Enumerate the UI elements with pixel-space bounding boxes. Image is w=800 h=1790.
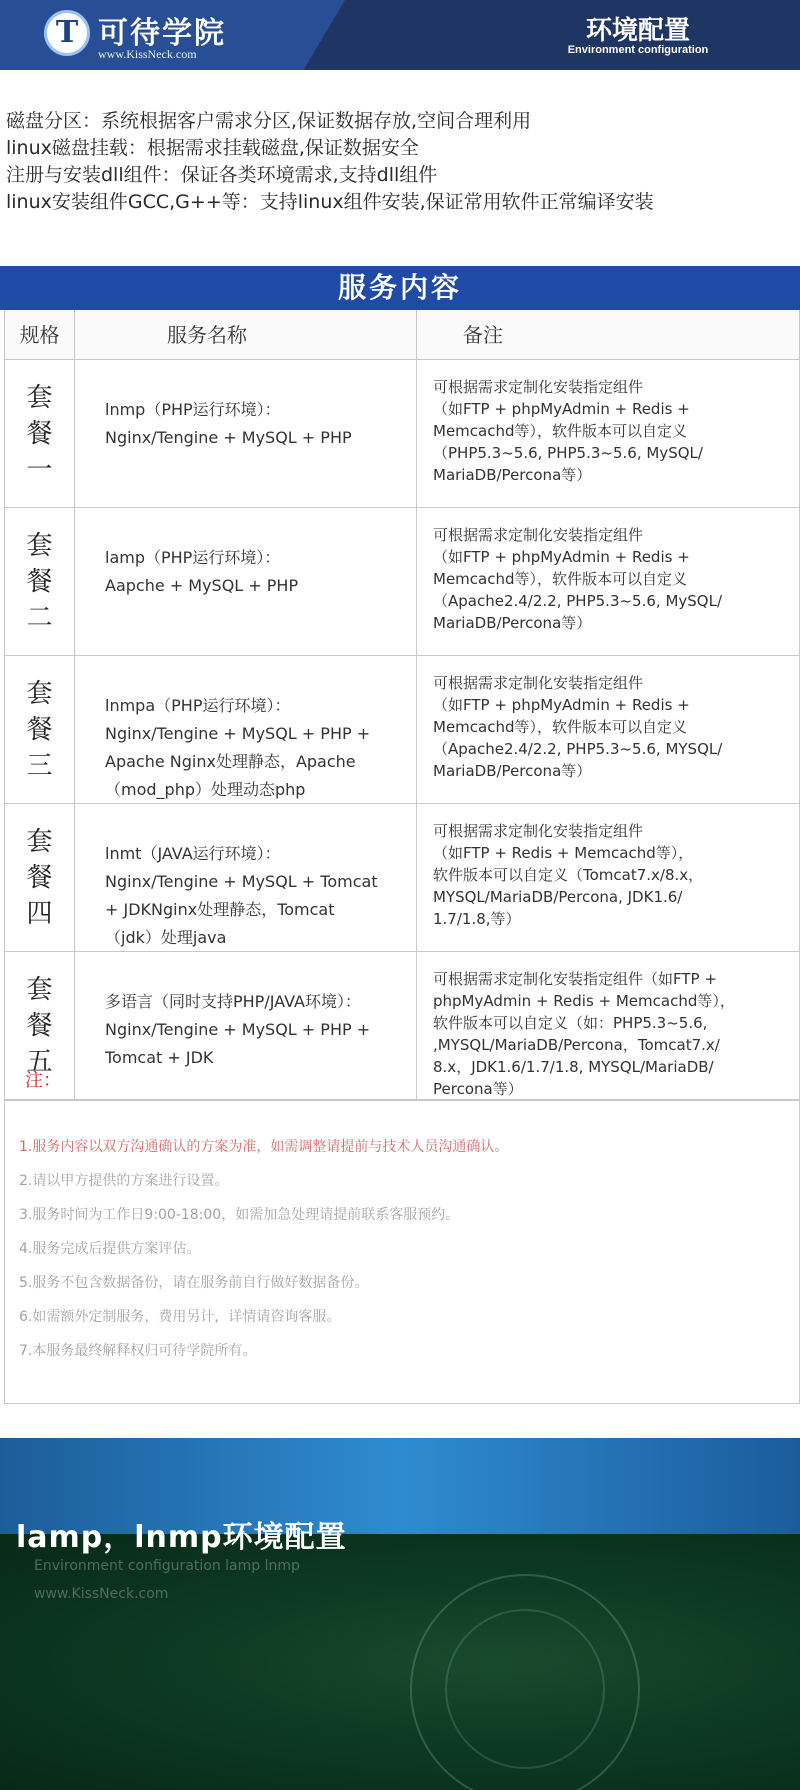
note-line: MariaDB/Percona等） (433, 466, 592, 484)
service-name-line: + JDKNginx处理静态，Tomcat (105, 900, 335, 919)
header-spec: 规格 (5, 310, 75, 359)
note-line: MariaDB/Percona等） (433, 762, 592, 780)
cell-spec: 套 餐 二 (5, 508, 75, 655)
cell-service-name (75, 508, 417, 655)
note-line: Memcachd等），软件版本可以自定义 (433, 422, 687, 440)
brand-name: 可待学院 (98, 16, 226, 51)
note-item: 6.如需额外定制服务，费用另计，详情请咨询客服。 (19, 1309, 341, 1325)
service-name-line: lnmpa（PHP运行环境）： (105, 696, 291, 715)
note-line: Percona等） (433, 1080, 523, 1098)
banner-title: lamp，lnmp环境配置 (16, 1520, 347, 1555)
brand-url: www.KissNeck.com (98, 47, 197, 61)
intro-line: 磁盘分区：系统根据客户需求分区,保证数据存放,空间合理利用 (6, 110, 532, 132)
service-name-line: Tomcat + JDK (105, 1048, 214, 1067)
cell-spec: 套 餐 四 (5, 804, 75, 951)
note-line: 8.x，JDK1.6/1.7/1.8, MYSQL/MariaDB/ (433, 1058, 714, 1076)
banner-subline: www.KissNeck.com (34, 1586, 169, 1602)
service-name-line: Nginx/Tengine + MySQL + PHP (105, 428, 352, 447)
note-line: MariaDB/Percona等） (433, 614, 592, 632)
table-header (5, 310, 799, 360)
note-line: （Apache2.4/2.2, PHP5.3~5.6, MySQL/ (433, 592, 722, 610)
service-section-title: 服务内容 (0, 266, 800, 310)
header-name: 服务名称 (75, 310, 417, 359)
service-name-line: Nginx/Tengine + MySQL + Tomcat (105, 872, 378, 891)
table-row (5, 508, 799, 656)
note-line: 可根据需求定制化安装指定组件 (433, 822, 644, 840)
intro-line: linux安装组件GCC,G++等：支持linux组件安装,保证常用软件正常编译安装 (6, 191, 654, 213)
cell-spec: 套 餐 三 (5, 656, 75, 803)
note-item: 7.本服务最终解释权归可待学院所有。 (19, 1343, 257, 1359)
intro-list (6, 108, 796, 216)
notes-title: 注： (25, 1070, 61, 1091)
note-line: Memcachd等），软件版本可以自定义 (433, 718, 687, 736)
note-line: （PHP5.3~5.6, PHP5.3~5.6, MySQL/ (433, 444, 703, 462)
notes-box (4, 1050, 800, 1404)
note-line: 可根据需求定制化安装指定组件 (433, 378, 644, 396)
cell-service-name (75, 656, 417, 803)
banner-subline: Environment configuration lamp lnmp (34, 1558, 300, 1574)
service-table (4, 310, 800, 1101)
service-name-line: lnmp（PHP运行环境）： (105, 400, 281, 419)
page-subtitle: Environment configuration (567, 44, 709, 56)
cell-service-name (75, 360, 417, 507)
cell-note (417, 804, 799, 951)
service-name-line: Aapche + MySQL + PHP (105, 576, 299, 595)
note-item: 3.服务时间为工作日9:00-18:00，如需加急处理请提前联系客服预约。 (19, 1207, 460, 1223)
service-name-line: lnmt（JAVA运行环境）： (105, 844, 281, 863)
cell-service-name (75, 804, 417, 951)
note-line: 1.7/1.8,等） (433, 910, 521, 928)
intro-line: linux磁盘挂载：根据需求挂载磁盘,保证数据安全 (6, 137, 419, 159)
note-line: MYSQL/MariaDB/Percona, JDK1.6/ (433, 888, 683, 906)
cell-note (417, 508, 799, 655)
service-name-line: Nginx/Tengine + MySQL + PHP + (105, 1020, 371, 1039)
note-line: 可根据需求定制化安装指定组件 (433, 674, 644, 692)
note-line: ,MYSQL/MariaDB/Percona，Tomcat7.x/ (433, 1036, 720, 1054)
note-line: phpMyAdmin + Redis + Memcachd等）， (433, 992, 735, 1010)
service-name-line: （mod_php）处理动态php (105, 780, 306, 799)
page-title: 环境配置 (585, 16, 690, 46)
header-note: 备注 (463, 323, 503, 347)
globe-inner-icon (445, 1609, 605, 1769)
service-name-line: lamp（PHP运行环境）： (105, 548, 281, 567)
note-line: Memcachd等），软件版本可以自定义 (433, 570, 687, 588)
service-name-line: Nginx/Tengine + MySQL + PHP + (105, 724, 371, 743)
service-name-line: Apache Nginx处理静态，Apache (105, 752, 356, 771)
note-item: 2.请以甲方提供的方案进行设置。 (19, 1173, 229, 1189)
notes-list (19, 1130, 789, 1368)
cell-spec: 套 餐 五 (5, 952, 75, 1099)
note-line: （如FTP + phpMyAdmin + Redis + (433, 400, 690, 418)
cell-note (417, 656, 799, 803)
note-line: 可根据需求定制化安装指定组件 (433, 526, 644, 544)
intro-line: 注册与安装dll组件：保证各类环境需求,支持dll组件 (6, 164, 438, 186)
table-row (5, 656, 799, 804)
service-name-line: （jdk）处理java (105, 928, 227, 947)
note-item: 4.服务完成后提供方案评估。 (19, 1241, 201, 1257)
table-row (5, 360, 799, 508)
note-line: （如FTP + Redis + Memcachd等）， (433, 844, 694, 862)
cell-note (417, 360, 799, 507)
cell-spec: 套 餐 一 (5, 360, 75, 507)
note-item: 5.服务不包含数据备份，请在服务前自行做好数据备份。 (19, 1275, 369, 1291)
note-line: （如FTP + phpMyAdmin + Redis + (433, 696, 690, 714)
note-item: 1.服务内容以双方沟通确认的方案为准，如需调整请提前与技术人员沟通确认。 (19, 1139, 509, 1155)
note-line: （如FTP + phpMyAdmin + Redis + (433, 548, 690, 566)
service-name-line: 多语言（同时支持PHP/JAVA环境）： (105, 992, 361, 1011)
note-line: （Apache2.4/2.2, PHP5.3~5.6, MYSQL/ (433, 740, 723, 758)
table-row (5, 804, 799, 952)
logo-icon: T (44, 10, 90, 56)
bottom-banner (0, 1438, 800, 1790)
top-header (0, 0, 800, 70)
note-line: 可根据需求定制化安装指定组件（如FTP + (433, 970, 717, 988)
note-line: 软件版本可以自定义（Tomcat7.x/8.x， (433, 866, 704, 884)
note-line: 软件版本可以自定义（如：PHP5.3~5.6, (433, 1014, 708, 1032)
